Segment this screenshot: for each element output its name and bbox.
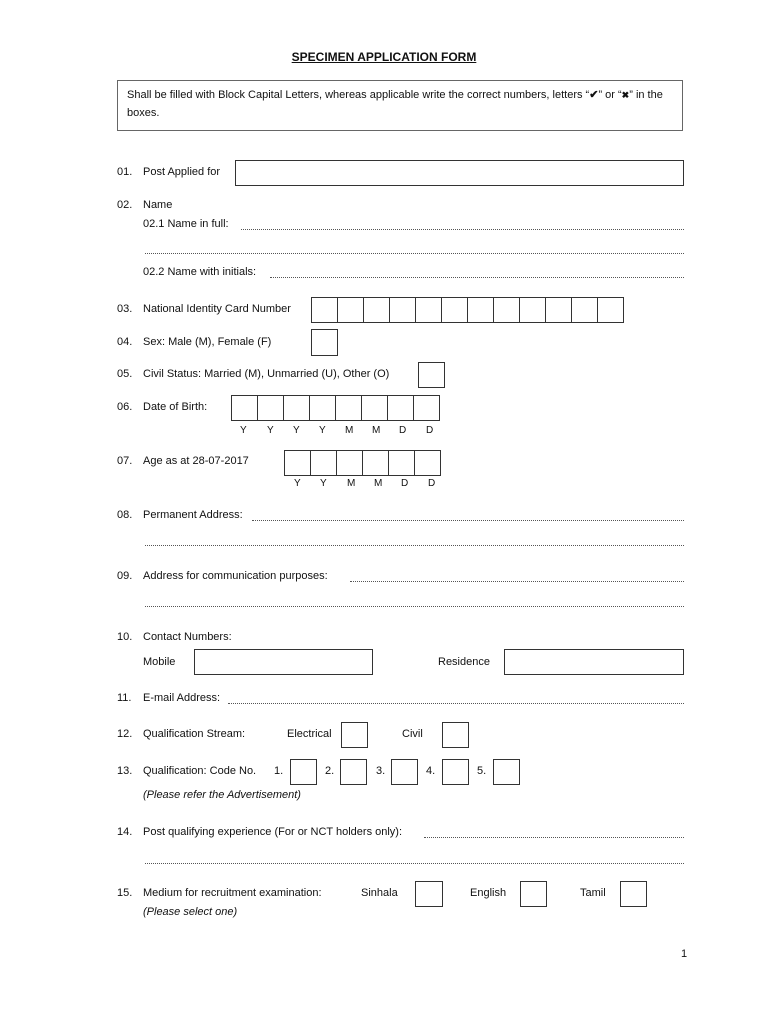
sinhala-box[interactable]: [415, 881, 443, 907]
permanent-address-line[interactable]: [252, 509, 684, 521]
nic-box[interactable]: [441, 297, 468, 323]
age-format-label: M: [347, 478, 356, 489]
item-number-15: 15.: [117, 887, 133, 899]
dob-box[interactable]: [413, 395, 440, 421]
permanent-address-line-2[interactable]: [145, 534, 684, 546]
post-applied-field[interactable]: [235, 160, 684, 186]
dob-format-label: M: [345, 425, 354, 436]
nic-box[interactable]: [597, 297, 624, 323]
age-label: Age as at 28-07-2017: [143, 455, 249, 467]
tamil-box[interactable]: [620, 881, 647, 907]
dob-box[interactable]: [231, 395, 258, 421]
age-box[interactable]: [388, 450, 415, 476]
comm-address-label: Address for communication purposes:: [143, 570, 328, 582]
code-number-label: 5.: [477, 765, 487, 777]
electrical-label: Electrical: [287, 728, 332, 740]
residence-label: Residence: [438, 656, 490, 668]
name-full-label: 02.1 Name in full:: [143, 218, 229, 230]
sex-box[interactable]: [311, 329, 338, 356]
code-box[interactable]: [442, 759, 469, 785]
dob-box[interactable]: [335, 395, 362, 421]
age-format-label: Y: [294, 478, 301, 489]
check-mark-icon: ✔: [589, 89, 599, 101]
item-number-08: 08.: [117, 509, 133, 521]
nic-box[interactable]: [415, 297, 442, 323]
age-format-label: D: [401, 478, 409, 489]
age-boxes: [284, 450, 440, 476]
dob-box[interactable]: [387, 395, 414, 421]
item-number-01: 01.: [117, 166, 133, 178]
dob-format-label: Y: [267, 425, 274, 436]
item-number-03: 03.: [117, 303, 133, 315]
form-title: SPECIMEN APPLICATION FORM: [291, 50, 477, 64]
item-number-04: 04.: [117, 336, 133, 348]
civil-status-box[interactable]: [418, 362, 445, 388]
nic-box[interactable]: [467, 297, 494, 323]
dob-box[interactable]: [257, 395, 284, 421]
name-initials-line[interactable]: [270, 266, 684, 278]
experience-line-2[interactable]: [145, 852, 684, 864]
instruction-text-2: ” or “: [598, 89, 622, 101]
comm-address-line-2[interactable]: [145, 595, 684, 607]
instruction-text-1: Shall be filled with Block Capital Letters, whereas applicable write the correct numbers, letters “: [127, 89, 590, 101]
nic-boxes: [311, 297, 623, 323]
nic-box[interactable]: [493, 297, 520, 323]
item-number-10: 10.: [117, 631, 133, 643]
sinhala-label: Sinhala: [361, 887, 398, 899]
sex-label: Sex: Male (M), Female (F): [143, 336, 272, 348]
post-applied-label: Post Applied for: [143, 166, 221, 178]
refer-advertisement-note: (Please refer the Advertisement): [143, 789, 301, 801]
english-box[interactable]: [520, 881, 547, 907]
dob-box[interactable]: [309, 395, 336, 421]
age-format-label: M: [374, 478, 383, 489]
item-number-05: 05.: [117, 368, 133, 380]
item-number-14: 14.: [117, 826, 133, 838]
nic-label: National Identity Card Number: [143, 303, 291, 315]
nic-box[interactable]: [389, 297, 416, 323]
dob-boxes: [231, 395, 439, 421]
code-box[interactable]: [391, 759, 418, 785]
experience-label: Post qualifying experience (For or NCT holders only):: [143, 826, 403, 838]
instruction-box: [117, 80, 683, 131]
item-number-06: 06.: [117, 401, 133, 413]
age-box[interactable]: [284, 450, 311, 476]
nic-box[interactable]: [545, 297, 572, 323]
nic-box[interactable]: [337, 297, 364, 323]
nic-box[interactable]: [363, 297, 390, 323]
age-format-label: D: [428, 478, 436, 489]
dob-format-label: M: [372, 425, 381, 436]
english-label: English: [470, 887, 507, 899]
contact-numbers-label: Contact Numbers:: [143, 631, 232, 643]
civil-box[interactable]: [442, 722, 469, 748]
code-number-label: 2.: [325, 765, 335, 777]
civil-label: Civil: [402, 728, 423, 740]
tamil-label: Tamil: [580, 887, 606, 899]
item-number-12: 12.: [117, 728, 133, 740]
instruction-text-3: ” in the boxes.: [127, 89, 663, 119]
medium-label: Medium for recruitment examination:: [143, 887, 322, 899]
code-number-label: 1.: [274, 765, 284, 777]
dob-format-label: D: [426, 425, 434, 436]
item-number-07: 07.: [117, 455, 133, 467]
name-label: Name: [143, 199, 173, 211]
dob-format-label: Y: [293, 425, 300, 436]
item-number-13: 13.: [117, 765, 133, 777]
email-label: E-mail Address:: [143, 692, 221, 704]
code-number-label: 4.: [426, 765, 436, 777]
select-one-note: (Please select one): [143, 906, 238, 918]
qualification-code-label: Qualification: Code No.: [143, 765, 257, 777]
dob-box[interactable]: [283, 395, 310, 421]
email-line[interactable]: [228, 692, 684, 704]
code-box[interactable]: [290, 759, 317, 785]
dob-box[interactable]: [361, 395, 388, 421]
nic-box[interactable]: [311, 297, 338, 323]
page-number: 1: [681, 948, 688, 960]
qualification-stream-label: Qualification Stream:: [143, 728, 246, 740]
age-box[interactable]: [362, 450, 389, 476]
dob-format-label: D: [399, 425, 407, 436]
mobile-label: Mobile: [143, 656, 176, 668]
name-full-line[interactable]: [241, 218, 684, 230]
age-box[interactable]: [414, 450, 441, 476]
dob-format-label: Y: [319, 425, 326, 436]
age-format-label: Y: [320, 478, 327, 489]
mobile-field[interactable]: [194, 649, 373, 675]
nic-box[interactable]: [571, 297, 598, 323]
cross-mark-icon: ✖: [621, 90, 630, 100]
nic-box[interactable]: [519, 297, 546, 323]
name-full-line-2[interactable]: [145, 242, 684, 254]
code-number-label: 3.: [376, 765, 386, 777]
experience-line[interactable]: [424, 826, 684, 838]
comm-address-line[interactable]: [350, 570, 684, 582]
item-number-09: 09.: [117, 570, 133, 582]
permanent-address-label: Permanent Address:: [143, 509, 243, 521]
dob-format-label: Y: [240, 425, 247, 436]
age-box[interactable]: [336, 450, 363, 476]
civil-status-label: Civil Status: Married (M), Unmarried (U), Other (O): [143, 368, 390, 380]
name-initials-label: 02.2 Name with initials:: [143, 266, 257, 278]
item-number-02: 02.: [117, 199, 133, 211]
residence-field[interactable]: [504, 649, 684, 675]
code-box[interactable]: [340, 759, 367, 785]
dob-label: Date of Birth:: [143, 401, 208, 413]
electrical-box[interactable]: [341, 722, 368, 748]
item-number-11: 11.: [117, 692, 132, 704]
code-box[interactable]: [493, 759, 520, 785]
age-box[interactable]: [310, 450, 337, 476]
